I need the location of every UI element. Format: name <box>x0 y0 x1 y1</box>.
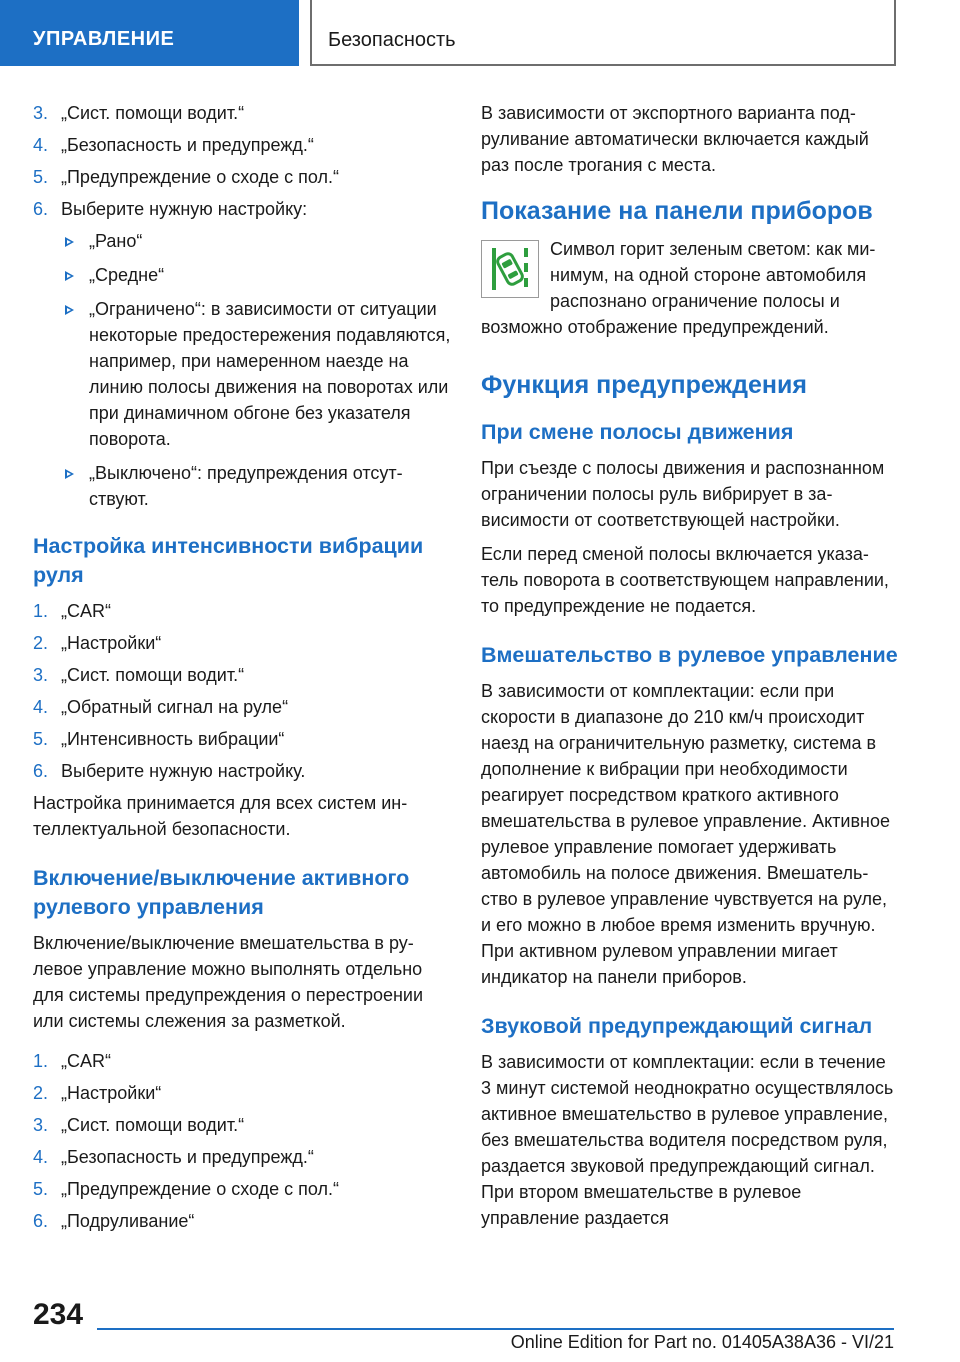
step-number: 2. <box>33 633 49 653</box>
settings-steps-list <box>33 100 451 222</box>
list-item <box>33 100 451 126</box>
heading-lane-change: При смене полосы движения <box>481 420 794 444</box>
heading-warning-function: Функция предупреждения <box>481 371 807 399</box>
lanechange-paragraph-2: Если перед сменой полосы включается указатель поворота в соответствующем направлении, то предупреждение не подается. <box>481 544 889 616</box>
step-number: 5. <box>33 1179 49 1199</box>
heading-acoustic-warning: Звуковой предупреждающий сигнал <box>481 1014 873 1038</box>
step-number: 1. <box>33 601 49 621</box>
onoff-steps-list <box>33 1048 451 1234</box>
option-text: „Выключено“: предупреждения отсутствуют. <box>89 463 403 509</box>
step-number: 4. <box>33 697 49 717</box>
step-text: „CAR“ <box>61 1051 111 1071</box>
option-text: „Рано“ <box>89 231 143 251</box>
step-number: 3. <box>33 103 49 123</box>
step-text: „Настройки“ <box>61 1083 162 1103</box>
list-item <box>33 1112 451 1138</box>
heading-instrument-panel: Показание на панели приборов <box>481 197 873 225</box>
step-number: 5. <box>33 729 49 749</box>
step-number: 5. <box>33 167 49 187</box>
page-number: 234 <box>33 1298 84 1331</box>
triangle-bullet-icon <box>65 237 74 247</box>
footer-divider <box>97 1328 894 1330</box>
list-item <box>33 164 451 190</box>
step-text: „Безопасность и предупрежд.“ <box>61 135 314 155</box>
panel-paragraph: Символ горит зеленым светом: как минимум, на одной стороне автомобиля распознано ограничение полосы и возможно отображение предупреждений. <box>481 239 876 337</box>
chapter-title: Безопасность <box>310 0 896 66</box>
step-number: 4. <box>33 1147 49 1167</box>
list-item <box>61 296 451 452</box>
step-text: „Настройки“ <box>61 633 162 653</box>
step-text: „Сист. помощи водит.“ <box>61 665 245 685</box>
heading-active-steering-onoff: Включение/выключение активного рулевого управления <box>33 866 410 919</box>
vibration-steps-list <box>33 598 451 784</box>
list-item <box>33 630 451 656</box>
step-text: „Интенсивность вибрации“ <box>61 729 285 749</box>
onoff-paragraph: Включение/выключение вмешательства в рулевое управление можно выполнять отдельно для системы предупреждения о перестроении или системы слежения за разметкой. <box>33 933 424 1031</box>
list-item <box>33 726 451 752</box>
list-item <box>33 196 451 222</box>
step-text: „Безопасность и предупрежд.“ <box>61 1147 314 1167</box>
list-item <box>33 1208 451 1234</box>
step-number: 2. <box>33 1083 49 1103</box>
triangle-bullet-icon <box>65 271 74 281</box>
triangle-bullet-icon <box>65 469 74 479</box>
option-text: „Ограничено“: в зависимости от ситуации некоторые предостережения подавляются, например, при намеренном наезде на линию полосы движения на поворотах или при динамичном обгоне без указателя поворота. <box>89 299 451 449</box>
option-text: „Средне“ <box>89 265 165 285</box>
step-text: „Подруливание“ <box>61 1211 195 1231</box>
step-number: 3. <box>33 665 49 685</box>
step-text: Выберите нужную настройку. <box>61 761 306 781</box>
list-item <box>61 262 451 288</box>
sound-paragraph: В зависимости от комплектации: если в течение 3 минут системой неоднократно осуществлялось активное вмешательство в рулевое управление, без вмешательства водителя посредством руля, раздается звуковой предупреждающий сигнал. При втором вмешательстве в рулевое управление раздается <box>481 1052 894 1228</box>
heading-steering-intervention: Вмешательство в рулевое управление <box>481 643 898 667</box>
step-number: 6. <box>33 761 49 781</box>
list-item <box>33 132 451 158</box>
list-item <box>33 1048 451 1074</box>
step-text: „CAR“ <box>61 601 111 621</box>
section-tab: УПРАВЛЕНИЕ <box>0 0 299 66</box>
list-item <box>33 598 451 624</box>
page-header <box>0 0 960 66</box>
list-item <box>33 694 451 720</box>
lanechange-paragraph-1: При съезде с полосы движения и распознанном ограничении полосы руль вибрирует в зависимости от соответствующей настройки. <box>481 458 885 530</box>
step-number: 1. <box>33 1051 49 1071</box>
step-text: „Предупреждение о сходе с пол.“ <box>61 167 339 187</box>
list-item <box>33 662 451 688</box>
step-number: 3. <box>33 1115 49 1135</box>
list-item <box>33 1144 451 1170</box>
right-column <box>481 100 899 1239</box>
step-number: 6. <box>33 1211 49 1231</box>
step-number: 4. <box>33 135 49 155</box>
step-text: „Сист. помощи водит.“ <box>61 103 245 123</box>
left-column <box>33 100 451 1240</box>
list-item <box>33 1080 451 1106</box>
steering-paragraph: В зависимости от комплектации: если при скорости в диапазоне до 210 км/ч происходит наезд на ограничительную разметку, система в дополнение к вибрации при необходимости реагирует посредством краткого активного вмешательства в рулевое управление. Активное рулевое управление помогает удерживать автомобиль на полосе движения. Вмешательство в рулевое управление чувствуется на руле, и его можно в любое время изменить вручную. При активном рулевом управлении мигает индикатор на панели приборов. <box>481 681 890 987</box>
symbol-block <box>481 236 899 340</box>
settings-options-list <box>33 228 451 512</box>
step-text: Выберите нужную настройку: <box>61 199 308 219</box>
list-item <box>33 1176 451 1202</box>
list-item <box>61 460 451 512</box>
lane-departure-icon <box>481 240 539 298</box>
step-text: „Сист. помощи водит.“ <box>61 1115 245 1135</box>
edition-note: Online Edition for Part no. 01405A38A36 - VI/21 <box>510 1332 894 1352</box>
vibration-note: Настройка принимается для всех систем интеллектуальной безопасности. <box>33 793 408 839</box>
list-item <box>33 758 451 784</box>
step-text: „Обратный сигнал на руле“ <box>61 697 289 717</box>
heading-vibration-intensity: Настройка интенсивности вибрации руля <box>33 534 424 587</box>
triangle-bullet-icon <box>65 305 74 315</box>
list-item <box>61 228 451 254</box>
intro-paragraph: В зависимости от экспортного варианта подруливание автоматически включается каждый раз после трогания с места. <box>481 103 869 175</box>
step-text: „Предупреждение о сходе с пол.“ <box>61 1179 339 1199</box>
step-number: 6. <box>33 199 49 219</box>
